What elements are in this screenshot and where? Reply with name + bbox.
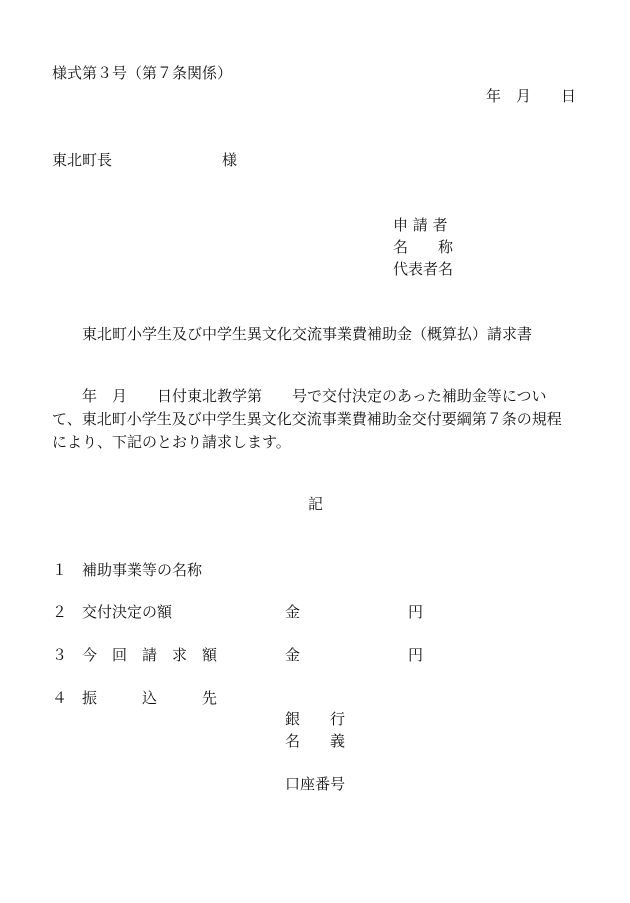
item-4-label: 振 込 先 <box>82 689 218 707</box>
document-title: 東北町小学生及び中学生異文化交流事業費補助金（概算払）請求書 <box>82 325 533 343</box>
ki-heading: 記 <box>308 495 324 513</box>
bank-name-label: 銀 行 <box>285 710 346 728</box>
date-line: 年 月 日 <box>486 87 577 105</box>
item-3-kin: 金 <box>285 646 301 664</box>
body-line-3: により、下記のとおり請求します。 <box>52 433 291 451</box>
account-number-label: 口座番号 <box>285 775 346 793</box>
body-line-2: て、東北町小学生及び中学生異文化交流事業費補助金交付要綱第７条の規程 <box>52 410 562 428</box>
form-label: 様式第３号（第７条関係） <box>52 64 233 82</box>
applicant-label: 申 請 者 <box>393 216 448 234</box>
item-3-label: 今 回 請 求 額 <box>82 646 218 664</box>
item-3-en: 円 <box>408 646 424 664</box>
body-paragraph <box>52 385 580 454</box>
item-2-kin: 金 <box>285 603 301 621</box>
item-2-en: 円 <box>408 603 424 621</box>
item-2-number: ２ <box>52 603 68 621</box>
item-3-number: ３ <box>52 646 68 664</box>
addressee-name: 東北町長 <box>52 151 113 169</box>
item-1-label: 補助事業等の名称 <box>82 561 203 579</box>
applicant-name-label: 名 称 <box>393 238 454 256</box>
applicant-representative-label: 代表者名 <box>393 260 454 278</box>
addressee-honorific: 様 <box>222 151 238 169</box>
account-holder-label: 名 義 <box>285 732 346 750</box>
item-4-number: ４ <box>52 689 68 707</box>
item-2-label: 交付決定の額 <box>82 603 173 621</box>
body-line-1: 年 月 日付東北教学第 号で交付決定のあった補助金等につい <box>52 387 547 405</box>
item-1-number: １ <box>52 561 68 579</box>
